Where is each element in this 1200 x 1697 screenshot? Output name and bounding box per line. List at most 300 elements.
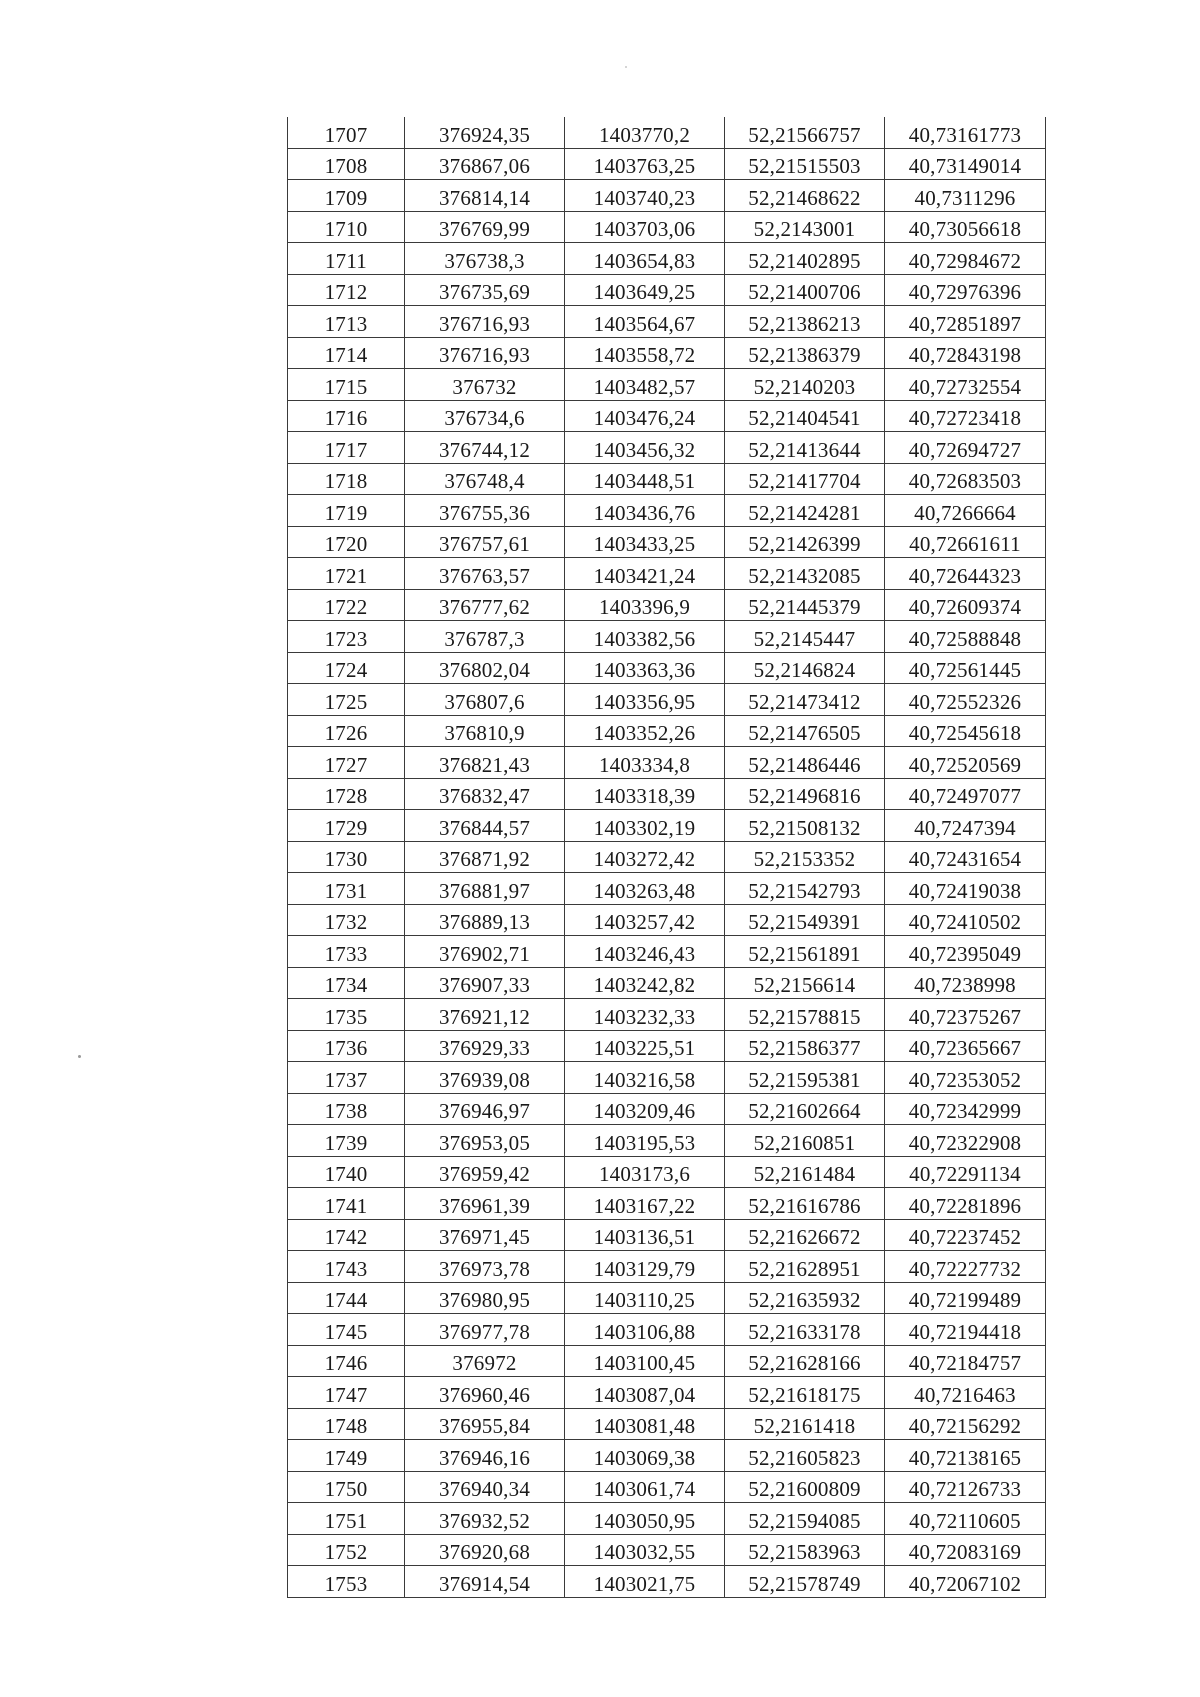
point-number-cell — [288, 747, 405, 779]
cell-text: 52,21602664 — [748, 1099, 861, 1123]
x-coordinate-cell — [405, 967, 565, 999]
latitude-cell — [725, 495, 885, 527]
cell-text: 1716 — [324, 406, 368, 430]
cell-text: 1723 — [324, 626, 368, 651]
latitude-cell — [725, 747, 885, 779]
table-row — [288, 1566, 1046, 1598]
cell-text: 40,7238998 — [914, 973, 1016, 997]
cell-text: 1709 — [324, 185, 368, 210]
table-row — [288, 1093, 1046, 1125]
y-coordinate-cell — [565, 684, 725, 716]
longitude-cell — [885, 1314, 1046, 1346]
latitude-cell — [725, 306, 885, 338]
table-row — [288, 495, 1046, 527]
point-number-cell — [288, 148, 405, 180]
cell-text: 1707 — [324, 122, 368, 147]
cell-text: 376763,57 — [438, 563, 531, 588]
cell-text: 52,21413644 — [748, 437, 861, 462]
cell-text: 1403456,32 — [593, 437, 696, 462]
latitude-cell — [725, 841, 885, 873]
cell-text: 40,72694727 — [908, 437, 1022, 462]
latitude-cell — [725, 1251, 885, 1283]
cell-text: 40,73056618 — [908, 217, 1022, 241]
y-coordinate-cell — [565, 652, 725, 684]
latitude-cell — [725, 1062, 885, 1094]
cell-text: 52,2156614 — [753, 973, 856, 997]
cell-text: 40,72375267 — [908, 1004, 1022, 1029]
point-number-cell — [288, 558, 405, 590]
cell-text: 1742 — [324, 1225, 368, 1249]
table-row — [288, 1251, 1046, 1283]
x-coordinate-cell — [405, 369, 565, 401]
cell-text: 376735,69 — [438, 280, 531, 304]
x-coordinate-cell — [405, 400, 565, 432]
longitude-cell — [885, 1125, 1046, 1157]
cell-text: 1403061,74 — [593, 1477, 696, 1501]
cell-text: 52,21605823 — [748, 1445, 861, 1470]
table-row — [288, 1219, 1046, 1251]
y-coordinate-cell — [565, 715, 725, 747]
cell-text: 40,72683503 — [908, 469, 1022, 493]
x-coordinate-cell — [405, 1188, 565, 1220]
cell-text: 1731 — [324, 878, 368, 903]
cell-text: 1710 — [324, 217, 368, 241]
table-row — [288, 369, 1046, 401]
cell-text: 40,72419038 — [908, 878, 1022, 903]
cell-text: 40,72410502 — [908, 910, 1022, 934]
cell-text: 376940,34 — [438, 1477, 531, 1501]
latitude-cell — [725, 274, 885, 306]
point-number-cell — [288, 463, 405, 495]
cell-text: 52,21402895 — [748, 248, 861, 273]
cell-text: 52,2145447 — [753, 626, 856, 651]
cell-text: 376744,12 — [438, 437, 531, 462]
cell-text: 1403770,2 — [598, 122, 691, 147]
table-row — [288, 1030, 1046, 1062]
cell-text: 52,21424281 — [748, 500, 861, 525]
y-coordinate-cell — [565, 369, 725, 401]
latitude-cell — [725, 873, 885, 905]
latitude-cell — [725, 1282, 885, 1314]
y-coordinate-cell — [565, 400, 725, 432]
cell-text: 1403763,25 — [593, 154, 696, 178]
latitude-cell — [725, 1314, 885, 1346]
cell-text: 376755,36 — [438, 500, 531, 525]
cell-text: 1403356,95 — [593, 689, 696, 714]
y-coordinate-cell — [565, 747, 725, 779]
cell-text: 52,21542793 — [748, 878, 861, 903]
y-coordinate-cell — [565, 999, 725, 1031]
cell-text: 376844,57 — [438, 815, 531, 840]
x-coordinate-cell — [405, 1219, 565, 1251]
table-row — [288, 432, 1046, 464]
cell-text: 40,73149014 — [908, 154, 1022, 178]
x-coordinate-cell — [405, 1156, 565, 1188]
cell-text: 1403195,53 — [593, 1130, 696, 1155]
latitude-cell — [725, 904, 885, 936]
latitude-cell — [725, 684, 885, 716]
cell-text: 1403564,67 — [593, 311, 696, 336]
cell-text: 376814,14 — [438, 185, 531, 210]
cell-text: 52,21586377 — [748, 1036, 861, 1060]
longitude-cell — [885, 1471, 1046, 1503]
cell-text: 1730 — [324, 847, 368, 871]
y-coordinate-cell — [565, 1093, 725, 1125]
point-number-cell — [288, 1345, 405, 1377]
x-coordinate-cell — [405, 274, 565, 306]
cell-text: 376972 — [452, 1351, 517, 1375]
cell-text: 52,21508132 — [748, 815, 861, 840]
cell-text: 1751 — [324, 1508, 368, 1533]
cell-text: 376932,52 — [438, 1508, 531, 1533]
x-coordinate-cell — [405, 1314, 565, 1346]
cell-text: 1749 — [324, 1445, 368, 1470]
x-coordinate-cell — [405, 904, 565, 936]
cell-text: 40,7266664 — [914, 500, 1016, 525]
cell-text: 1403334,8 — [598, 752, 691, 777]
longitude-cell — [885, 1503, 1046, 1535]
cell-text: 40,72083169 — [908, 1540, 1022, 1564]
latitude-cell — [725, 243, 885, 275]
x-coordinate-cell — [405, 1062, 565, 1094]
cell-text: 376959,42 — [438, 1162, 531, 1186]
point-number-cell — [288, 1471, 405, 1503]
cell-text: 40,72545618 — [908, 721, 1022, 745]
cell-text: 1740 — [324, 1162, 368, 1186]
longitude-cell — [885, 715, 1046, 747]
cell-text: 376732 — [452, 374, 517, 399]
longitude-cell — [885, 117, 1046, 148]
cell-text: 40,72156292 — [908, 1414, 1022, 1438]
point-number-cell — [288, 243, 405, 275]
cell-text: 1403433,25 — [593, 532, 696, 556]
longitude-cell — [885, 936, 1046, 968]
scan-speck — [78, 1055, 81, 1058]
x-coordinate-cell — [405, 1125, 565, 1157]
point-number-cell — [288, 967, 405, 999]
longitude-cell — [885, 841, 1046, 873]
cell-text: 1403318,39 — [593, 784, 696, 808]
longitude-cell — [885, 873, 1046, 905]
cell-text: 40,72723418 — [908, 406, 1022, 430]
latitude-cell — [725, 810, 885, 842]
cell-text: 376802,04 — [438, 658, 531, 682]
x-coordinate-cell — [405, 117, 565, 148]
cell-text: 40,7311296 — [914, 185, 1016, 210]
point-number-cell — [288, 684, 405, 716]
x-coordinate-cell — [405, 810, 565, 842]
y-coordinate-cell — [565, 873, 725, 905]
x-coordinate-cell — [405, 1471, 565, 1503]
cell-text: 1403558,72 — [593, 343, 696, 367]
cell-text: 1403242,82 — [593, 973, 696, 997]
latitude-cell — [725, 621, 885, 653]
table-row — [288, 117, 1046, 148]
longitude-cell — [885, 1251, 1046, 1283]
point-number-cell — [288, 841, 405, 873]
cell-text: 52,21618175 — [748, 1382, 861, 1407]
cell-text: 52,2153352 — [753, 847, 856, 871]
point-number-cell — [288, 180, 405, 212]
longitude-cell — [885, 558, 1046, 590]
cell-text: 52,21616786 — [748, 1193, 861, 1218]
cell-text: 52,21476505 — [748, 721, 861, 745]
cell-text: 376946,97 — [438, 1099, 531, 1123]
y-coordinate-cell — [565, 841, 725, 873]
latitude-cell — [725, 715, 885, 747]
cell-text: 1729 — [324, 815, 368, 840]
cell-text: 376821,43 — [438, 752, 531, 777]
cell-text: 1713 — [324, 311, 368, 336]
table-row — [288, 967, 1046, 999]
y-coordinate-cell — [565, 810, 725, 842]
cell-text: 1743 — [324, 1256, 368, 1281]
y-coordinate-cell — [565, 1314, 725, 1346]
y-coordinate-cell — [565, 1188, 725, 1220]
point-number-cell — [288, 652, 405, 684]
y-coordinate-cell — [565, 495, 725, 527]
cell-text: 52,21594085 — [748, 1508, 861, 1533]
table-row — [288, 621, 1046, 653]
latitude-cell — [725, 1440, 885, 1472]
cell-text: 40,72732554 — [908, 374, 1022, 399]
x-coordinate-cell — [405, 463, 565, 495]
cell-text: 1403421,24 — [593, 563, 696, 588]
cell-text: 1714 — [324, 343, 368, 367]
table-row — [288, 1125, 1046, 1157]
table-row — [288, 873, 1046, 905]
longitude-cell — [885, 1440, 1046, 1472]
cell-text: 1735 — [324, 1004, 368, 1029]
cell-text: 1403232,33 — [593, 1004, 696, 1029]
x-coordinate-cell — [405, 1503, 565, 1535]
longitude-cell — [885, 1156, 1046, 1188]
cell-text: 1708 — [324, 154, 368, 178]
longitude-cell — [885, 1345, 1046, 1377]
table-row — [288, 1062, 1046, 1094]
table-row — [288, 1188, 1046, 1220]
cell-text: 376881,97 — [438, 878, 531, 903]
cell-text: 376977,78 — [438, 1319, 531, 1344]
cell-text: 1715 — [324, 374, 368, 399]
table-row — [288, 589, 1046, 621]
cell-text: 40,72110605 — [909, 1508, 1021, 1533]
x-coordinate-cell — [405, 1251, 565, 1283]
cell-text: 40,72976396 — [908, 280, 1022, 304]
cell-text: 1403225,51 — [593, 1036, 696, 1060]
cell-text: 1721 — [324, 563, 368, 588]
longitude-cell — [885, 621, 1046, 653]
cell-text: 52,21635932 — [748, 1288, 861, 1312]
cell-text: 1403257,42 — [593, 910, 696, 934]
x-coordinate-cell — [405, 1440, 565, 1472]
longitude-cell — [885, 1408, 1046, 1440]
x-coordinate-cell — [405, 621, 565, 653]
cell-text: 40,72984672 — [908, 248, 1022, 273]
x-coordinate-cell — [405, 873, 565, 905]
table-row — [288, 652, 1046, 684]
point-number-cell — [288, 1251, 405, 1283]
cell-text: 1403050,95 — [593, 1508, 696, 1533]
cell-text: 1727 — [324, 752, 368, 777]
cell-text: 1403703,06 — [593, 217, 696, 241]
x-coordinate-cell — [405, 306, 565, 338]
latitude-cell — [725, 1156, 885, 1188]
y-coordinate-cell — [565, 904, 725, 936]
table-row — [288, 526, 1046, 558]
cell-text: 52,21578815 — [748, 1004, 861, 1029]
cell-text: 52,21600809 — [748, 1477, 861, 1501]
x-coordinate-cell — [405, 495, 565, 527]
cell-text: 376889,13 — [438, 910, 531, 934]
cell-text: 376757,61 — [438, 532, 531, 556]
latitude-cell — [725, 1093, 885, 1125]
latitude-cell — [725, 463, 885, 495]
point-number-cell — [288, 810, 405, 842]
y-coordinate-cell — [565, 1408, 725, 1440]
latitude-cell — [725, 589, 885, 621]
y-coordinate-cell — [565, 1345, 725, 1377]
cell-text: 1752 — [324, 1540, 368, 1564]
cell-text: 1737 — [324, 1067, 368, 1092]
x-coordinate-cell — [405, 1093, 565, 1125]
table-row — [288, 1282, 1046, 1314]
point-number-cell — [288, 904, 405, 936]
cell-text: 376953,05 — [438, 1130, 531, 1155]
cell-text: 1736 — [324, 1036, 368, 1060]
cell-text: 376787,3 — [444, 626, 525, 651]
x-coordinate-cell — [405, 1345, 565, 1377]
latitude-cell — [725, 1377, 885, 1409]
table-row — [288, 778, 1046, 810]
longitude-cell — [885, 1282, 1046, 1314]
cell-text: 1741 — [324, 1193, 368, 1218]
x-coordinate-cell — [405, 1408, 565, 1440]
cell-text: 1711 — [324, 248, 368, 273]
longitude-cell — [885, 180, 1046, 212]
cell-text: 52,21595381 — [748, 1067, 861, 1092]
latitude-cell — [725, 180, 885, 212]
latitude-cell — [725, 778, 885, 810]
table-row — [288, 1377, 1046, 1409]
point-number-cell — [288, 936, 405, 968]
cell-text: 1722 — [324, 595, 368, 619]
cell-text: 1724 — [324, 658, 368, 682]
cell-text: 40,7216463 — [914, 1382, 1016, 1407]
latitude-cell — [725, 526, 885, 558]
table-row — [288, 1503, 1046, 1535]
latitude-cell — [725, 1219, 885, 1251]
cell-text: 376716,93 — [438, 311, 531, 336]
y-coordinate-cell — [565, 967, 725, 999]
longitude-cell — [885, 810, 1046, 842]
cell-text: 1403302,19 — [593, 815, 696, 840]
cell-text: 1717 — [324, 437, 368, 462]
point-number-cell — [288, 369, 405, 401]
table-row — [288, 558, 1046, 590]
cell-text: 376973,78 — [438, 1256, 531, 1281]
cell-text: 1403654,83 — [593, 248, 696, 273]
y-coordinate-cell — [565, 936, 725, 968]
cell-text: 1403448,51 — [593, 469, 696, 493]
cell-text: 376929,33 — [438, 1036, 531, 1060]
table-row — [288, 1471, 1046, 1503]
longitude-cell — [885, 526, 1046, 558]
table-row — [288, 810, 1046, 842]
point-number-cell — [288, 1377, 405, 1409]
longitude-cell — [885, 1188, 1046, 1220]
latitude-cell — [725, 211, 885, 243]
cell-text: 1403100,45 — [593, 1351, 696, 1375]
cell-text: 1733 — [324, 941, 368, 966]
x-coordinate-cell — [405, 1377, 565, 1409]
cell-text: 40,72184757 — [908, 1351, 1022, 1375]
y-coordinate-cell — [565, 1471, 725, 1503]
latitude-cell — [725, 936, 885, 968]
cell-text: 52,21549391 — [748, 910, 861, 934]
cell-text: 52,21473412 — [748, 689, 861, 714]
cell-text: 1712 — [324, 280, 368, 304]
x-coordinate-cell — [405, 936, 565, 968]
longitude-cell — [885, 1566, 1046, 1598]
cell-text: 376955,84 — [438, 1414, 531, 1438]
cell-text: 52,2143001 — [753, 217, 856, 241]
cell-text: 1403136,51 — [593, 1225, 696, 1249]
cell-text: 376907,33 — [438, 973, 531, 997]
y-coordinate-cell — [565, 463, 725, 495]
point-number-cell — [288, 1156, 405, 1188]
cell-text: 52,21386379 — [748, 343, 861, 367]
longitude-cell — [885, 148, 1046, 180]
cell-text: 52,2140203 — [753, 374, 856, 399]
longitude-cell — [885, 337, 1046, 369]
point-number-cell — [288, 1062, 405, 1094]
point-number-cell — [288, 1282, 405, 1314]
cell-text: 1744 — [324, 1288, 368, 1312]
table-row — [288, 1408, 1046, 1440]
cell-text: 40,72843198 — [908, 343, 1022, 367]
longitude-cell — [885, 495, 1046, 527]
x-coordinate-cell — [405, 180, 565, 212]
table-row — [288, 1534, 1046, 1566]
table-row — [288, 306, 1046, 338]
cell-text: 376738,3 — [444, 248, 525, 273]
point-number-cell — [288, 778, 405, 810]
longitude-cell — [885, 400, 1046, 432]
cell-text: 40,72661611 — [909, 532, 1021, 556]
point-number-cell — [288, 432, 405, 464]
longitude-cell — [885, 1219, 1046, 1251]
cell-text: 1403263,48 — [593, 878, 696, 903]
point-number-cell — [288, 873, 405, 905]
cell-text: 40,7247394 — [914, 815, 1016, 840]
cell-text: 52,2161484 — [753, 1162, 856, 1186]
cell-text: 376777,62 — [438, 595, 531, 619]
point-number-cell — [288, 1219, 405, 1251]
cell-text: 1403081,48 — [593, 1414, 696, 1438]
cell-text: 376734,6 — [444, 406, 525, 430]
cell-text: 1403363,36 — [593, 658, 696, 682]
cell-text: 376960,46 — [438, 1382, 531, 1407]
cell-text: 1403740,23 — [593, 185, 696, 210]
point-number-cell — [288, 337, 405, 369]
cell-text: 376867,06 — [438, 154, 531, 178]
cell-text: 40,72322908 — [908, 1130, 1022, 1155]
x-coordinate-cell — [405, 432, 565, 464]
y-coordinate-cell — [565, 180, 725, 212]
y-coordinate-cell — [565, 306, 725, 338]
cell-text: 376871,92 — [438, 847, 531, 871]
